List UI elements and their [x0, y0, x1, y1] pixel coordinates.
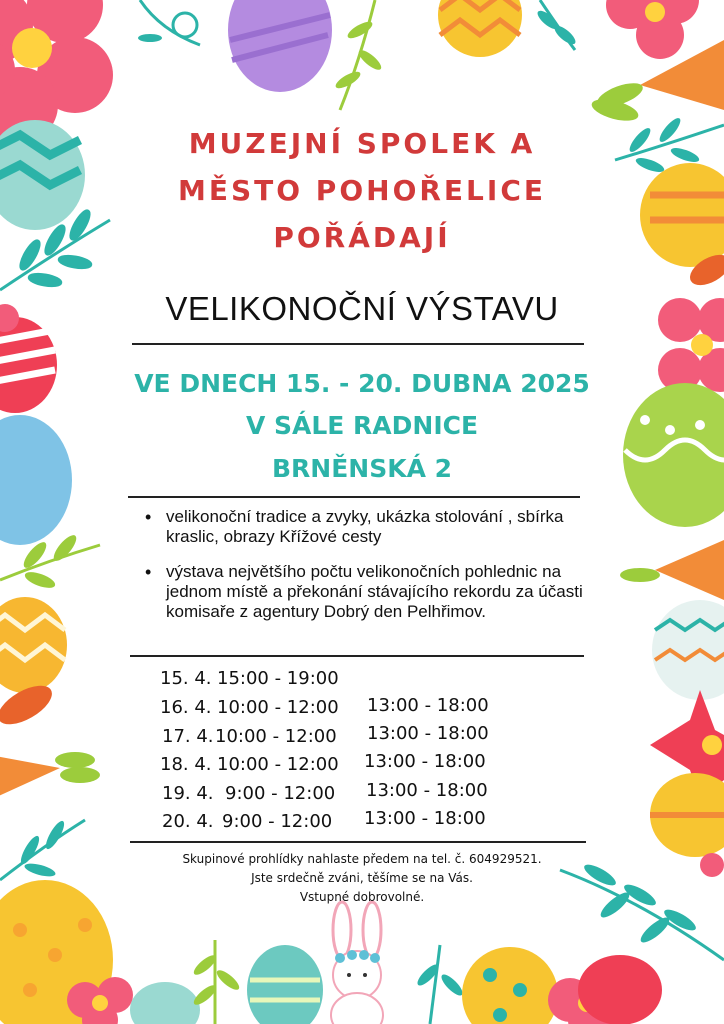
schedule-time: 13:00 - 18:00	[367, 695, 489, 716]
schedule-time: 13:00 - 18:00	[364, 808, 486, 829]
schedule-time: 13:00 - 18:00	[367, 723, 489, 744]
organizer-line-3: POŘÁDAJÍ	[273, 221, 451, 254]
schedule-day: 20. 4.	[162, 811, 214, 832]
schedule-day: 16. 4.	[160, 697, 212, 718]
schedule-time: 13:00 - 18:00	[366, 780, 488, 801]
footer-line: Jste srdečně zváni, těšíme se na Vás.	[251, 871, 473, 885]
event-title: VELIKONOČNÍ VÝSTAVU	[165, 290, 559, 327]
footer-line: Skupinové prohlídky nahlaste předem na tel. č. 604929521.	[182, 852, 542, 866]
schedule-time: 9:00 - 12:00	[225, 783, 336, 804]
date-line-2: V SÁLE RADNICE	[245, 411, 479, 440]
divider	[130, 655, 584, 657]
schedule-day: 19. 4.	[162, 783, 214, 804]
organizer-line-1: MUZEJNÍ SPOLEK A	[188, 127, 536, 160]
schedule-time: 10:00 - 12:00	[215, 726, 337, 747]
divider	[132, 343, 584, 345]
list-item: • velikonoční tradice a zvyky, ukázka stolování , sbírka kraslic, obrazy Křížové cesty	[145, 507, 585, 547]
divider	[130, 841, 586, 843]
divider	[128, 496, 580, 498]
schedule-day: 18. 4.	[160, 754, 212, 775]
footer-line: Vstupné dobrovolné.	[299, 890, 425, 904]
footer-note	[120, 850, 604, 907]
schedule-day: 17. 4.	[162, 726, 214, 747]
highlights-list	[145, 507, 585, 637]
schedule-time: 15:00 - 19:00	[217, 668, 339, 689]
organizer-line-2: MĚSTO POHOŘELICE	[178, 174, 546, 207]
date-line-3: BRNĚNSKÁ 2	[271, 454, 453, 483]
schedule-time: 10:00 - 12:00	[217, 754, 339, 775]
list-item: • výstava největšího počtu velikonočních pohlednic na jednom místě a překonání stávajícího rekordu za účasti komisaře z agentury Dobrý den Pelhřimov.	[145, 562, 585, 622]
schedule-time: 10:00 - 12:00	[217, 697, 339, 718]
date-line-1: VE DNECH 15. - 20. DUBNA 2025	[134, 369, 590, 398]
schedule-day: 15. 4.	[160, 668, 212, 689]
schedule-time: 13:00 - 18:00	[364, 751, 486, 772]
schedule-time: 9:00 - 12:00	[222, 811, 333, 832]
